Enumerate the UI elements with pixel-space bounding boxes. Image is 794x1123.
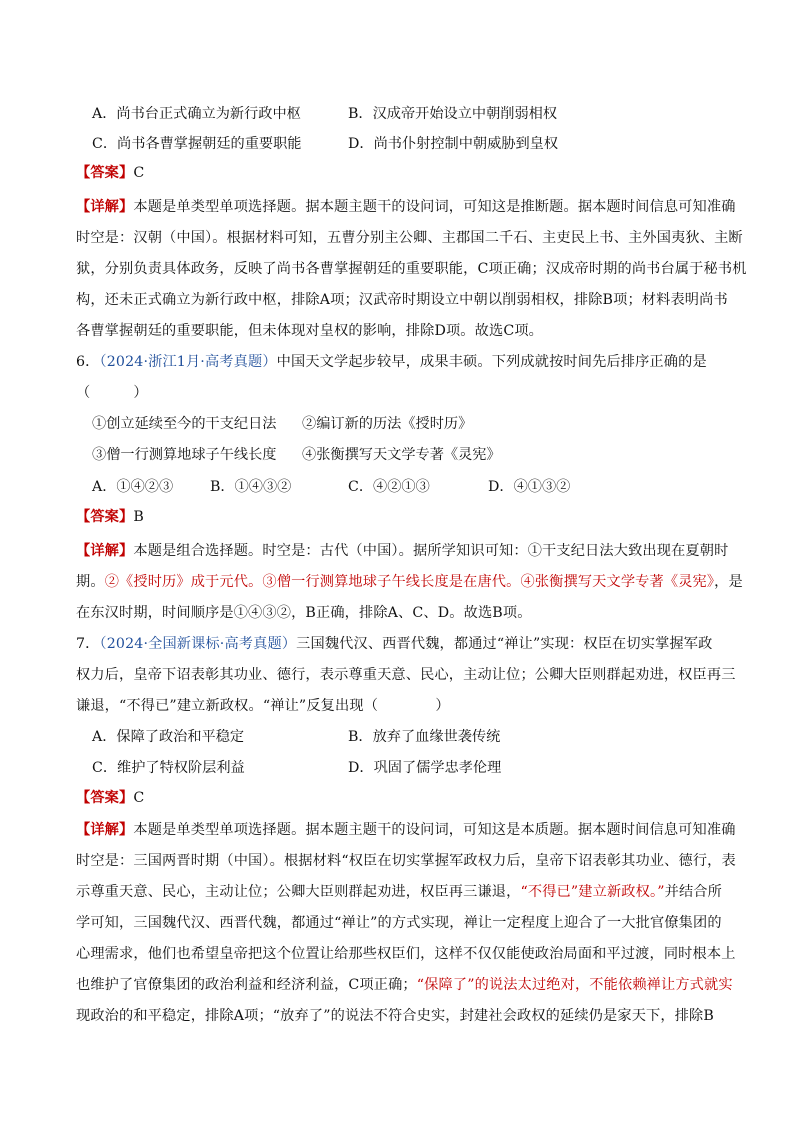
answer-value: B bbox=[133, 509, 144, 525]
q7-number: 7． bbox=[76, 636, 100, 652]
detail-highlight: “保障了”的说法太过绝对，不能依赖禅让方式就实 bbox=[416, 977, 733, 993]
q7-detail-line-3 bbox=[76, 882, 726, 902]
q6-item-1: ①创立延续至今的干支纪日法 bbox=[92, 416, 277, 432]
q7-detail-line-1 bbox=[76, 820, 736, 840]
q6-answer bbox=[76, 507, 726, 527]
q7-stem-line-3: 谦退，“不得已”建立新政权。“禅让”反复出现（ ） bbox=[76, 698, 450, 714]
q6-stem-text: 中国天文学起步较早，成果丰硕。下列成就按时间先后排序正确的是 bbox=[276, 354, 707, 370]
detail-text: 本题是组合选择题。时空是：古代（中国）。据所学知识可知：①干支纪日法大致出现在夏朝时 bbox=[133, 543, 729, 559]
q6-source: （2024·浙江1月·高考真题） bbox=[99, 354, 277, 370]
detail-text: 本题是单类型单项选择题。据本题主题干的设问词，可知这是本质题。据本题时间信息可知准确 bbox=[133, 822, 736, 838]
q6-option-a: A．①④②③ bbox=[92, 479, 174, 495]
detail-label: 【详解】 bbox=[76, 822, 134, 838]
answer-label: 【答案】 bbox=[76, 790, 134, 806]
q6-detail-line-2 bbox=[76, 572, 743, 592]
detail-text: 并结合所 bbox=[664, 884, 722, 900]
detail-highlight: ②《授时历》成于元代。③僧一行测算地球子午线长度是在唐代。④张衡撰写天文学专著《灵宪》 bbox=[104, 574, 715, 590]
q5-detail-line-3: 狱，分别负责具体政务，反映了尚书各曹掌握朝廷的重要职能，C项正确；汉成帝时期的尚书台属于秘书机 bbox=[76, 261, 747, 277]
detail-text: 示尊重天意、民心，主动让位；公卿大臣则群起劝进，权臣再三谦退， bbox=[76, 884, 521, 900]
detail-text: 期。 bbox=[76, 574, 105, 590]
q7-source: （2024·全国新课标·高考真题） bbox=[99, 636, 297, 652]
q6-stem bbox=[76, 352, 726, 372]
q7-option-b: B．放弃了血缘世袭传统 bbox=[348, 729, 501, 745]
detail-text: ，是 bbox=[714, 574, 743, 590]
q7-detail-line-6 bbox=[76, 975, 733, 995]
q7-detail-line-4: 学可知，三国魏代汉、西晋代魏，都通过“禅让”的方式实现，禅让一定程度上迎合了一大批官僚集团的 bbox=[76, 915, 722, 931]
q5-answer bbox=[76, 163, 726, 183]
q6-item-3: ③僧一行测算地球子午线长度 bbox=[92, 447, 277, 463]
q7-option-c: C．维护了特权阶层利益 bbox=[92, 760, 245, 776]
q7-detail-line-5: 心理需求，他们也希望皇帝把这个位置让给那些权臣们，这样不仅仅能使政治局面和平过渡，同时根本上 bbox=[76, 946, 736, 962]
answer-value: C bbox=[133, 790, 145, 806]
q5-option-b: B．汉成帝开始设立中朝削弱相权 bbox=[348, 106, 558, 122]
q6-detail-line-1 bbox=[76, 541, 729, 561]
q7-detail-line-7: 现政治的和平稳定，排除A项；“放弃了”的说法不符合史实，封建社会政权的延续仍是家天下，排除B bbox=[76, 1008, 714, 1024]
answer-label: 【答案】 bbox=[76, 165, 134, 181]
q6-option-c: C．④②①③ bbox=[348, 479, 430, 495]
q5-detail-line-4: 构，还未正式确立为新行政中枢，排除A项；汉武帝时期设立中朝以削弱相权，排除B项；材料表明尚书 bbox=[76, 292, 728, 308]
q6-number: 6． bbox=[76, 354, 100, 370]
q5-detail-line-5: 各曹掌握朝廷的重要职能，但未体现对皇权的影响，排除D项。故选C项。 bbox=[76, 323, 543, 339]
q7-stem-line-1 bbox=[76, 634, 726, 654]
q7-detail-line-2: 时空是：三国两晋时期（中国）。根据材料“权臣在切实掌握军政权力后，皇帝下诏表彰其功业、德行，表 bbox=[76, 853, 736, 869]
q7-option-a: A．保障了政治和平稳定 bbox=[92, 729, 245, 745]
detail-label: 【详解】 bbox=[76, 199, 134, 215]
q6-detail-line-3: 在东汉时期，时间顺序是①④③②，B正确，排除A、C、D。故选B项。 bbox=[76, 605, 532, 621]
detail-text: 本题是单类型单项选择题。据本题主题干的设问词，可知这是推断题。据本题时间信息可知准确 bbox=[133, 199, 736, 215]
answer-value: C bbox=[133, 165, 145, 181]
q6-option-b: B．①④③② bbox=[210, 479, 292, 495]
detail-text: 也维护了官僚集团的政治利益和经济利益，C项正确； bbox=[76, 977, 417, 993]
q6-paren: （ ） bbox=[76, 385, 148, 401]
q5-option-d: D．尚书仆射控制中朝威胁到皇权 bbox=[348, 136, 559, 152]
q6-option-d: D．④①③② bbox=[488, 479, 571, 495]
q6-item-2: ②编订新的历法《授时历》 bbox=[302, 416, 473, 432]
q7-answer bbox=[76, 788, 726, 808]
q6-item-4: ④张衡撰写天文学专著《灵宪》 bbox=[302, 447, 501, 463]
q5-option-c: C．尚书各曹掌握朝廷的重要职能 bbox=[92, 136, 302, 152]
detail-highlight: “不得已”建立新政权。” bbox=[520, 884, 665, 900]
q5-detail-line-1 bbox=[76, 197, 736, 217]
q5-option-a: A．尚书台正式确立为新行政中枢 bbox=[92, 106, 301, 122]
q5-detail-line-2: 时空是：汉朝（中国）。根据材料可知，五曹分别主公卿、主郡国二千石、主吏民上书、主外国夷狄、主断 bbox=[76, 230, 743, 246]
q7-stem-line-2: 权力后，皇帝下诏表彰其功业、德行，表示尊重天意、民心，主动让位；公卿大臣则群起劝进，权臣再三 bbox=[76, 667, 736, 683]
answer-label: 【答案】 bbox=[76, 509, 134, 525]
q7-stem-text: 三国魏代汉、西晋代魏，都通过“禅让”实现：权臣在切实掌握军政 bbox=[296, 636, 713, 652]
q7-option-d: D．巩固了儒学忠孝伦理 bbox=[348, 760, 502, 776]
detail-label: 【详解】 bbox=[76, 543, 134, 559]
